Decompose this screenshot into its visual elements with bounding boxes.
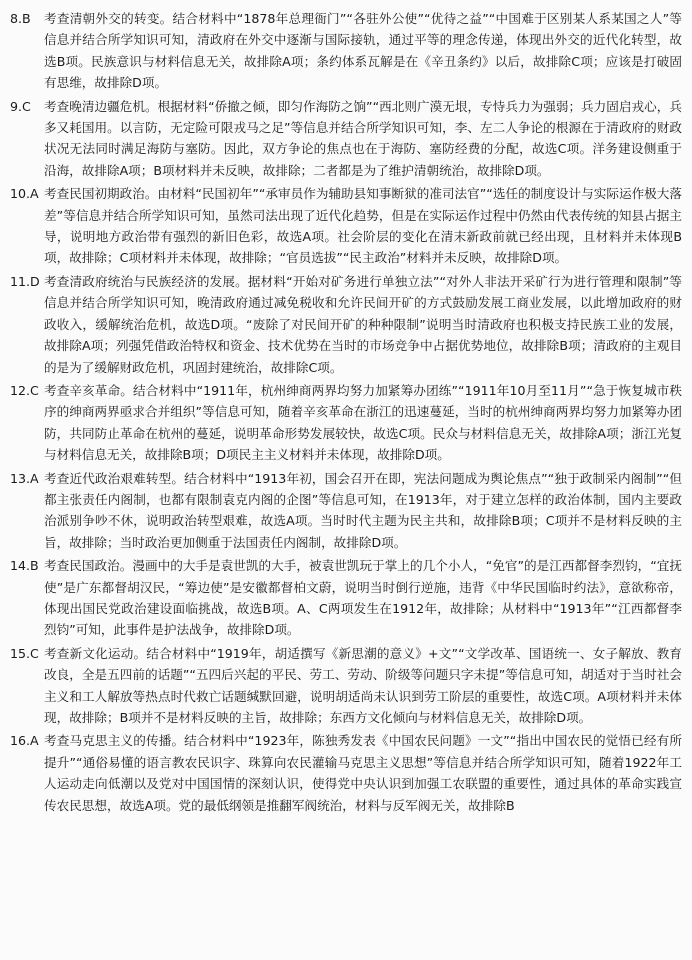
- item-explanation: 考查近代政治艰难转型。结合材料中“1913年初，国会召开在即，宪法问题成为舆论焦点”“独于政制采内阁制”“但都主张责任内阁制，也都有限制袁克内阁的企图”等信息可知，在1913年，对于建立怎样的政治体制，国内主要政治派别争吵不休，说明政治转型艰难，故选A项。当时时代主题为民主共和，故排除B项；C项并不是材料反映的主旨，故排除；当时政治更加侧重于法国责任内阁制，故排除D项。: [44, 470, 682, 550]
- answer-item-12: [10, 380, 682, 466]
- item-explanation: 考查辛亥革命。结合材料中“1911年，杭州绅商两界均努力加紧筹办团练”“1911年10月至11月”“急于恢复城市秩序的绅商两界亟求合并组织”等信息可知，随着辛亥革命在浙江的迅速蔓延，当时的杭州绅商两界均努力加紧筹办团防，共同防止革命在杭州的蔓延，说明革命形势发展较快，故选C项。民众与材料信息无关，故排除A项；浙江光复与材料信息无关，故排除B项；D项民主主义材料并未体现，故排除D项。: [44, 382, 682, 463]
- item-number: 11.D: [10, 273, 40, 289]
- item-explanation: 考查民国政治。漫画中的大手是袁世凯的大手，被袁世凯玩于掌上的几个小人，“免官”的是江西都督李烈钧，“宜抚使”是广东都督胡汉民，“筹边使”是安徽都督柏文蔚，说明当时倒行逆施，违背《中华民国临时约法》，意欲称帝，体现出国民党政治建设面临挑战，故选B项。A、C两项发生在1912年，故排除；从材料中“1913年”“江西都督李烈钧”可知，此事件是护法战争，故排除D项。: [44, 558, 682, 638]
- item-number: 10.A: [10, 186, 39, 202]
- item-number: 14.B: [10, 558, 39, 574]
- answer-item-14: [10, 555, 682, 641]
- item-explanation: 考查晚清边疆危机。根据材料“侨撤之倾，即匀作海防之饷”“西北则广漠无垠，专恃兵力为强弱；兵力固启戎心，兵多又耗国用。以言防，无定险可限戎马之足”等信息并结合所学知识可知，李、左二人争论的根源在于清政府的财政状况无法同时满足海防与塞防。因此，双方争论的焦点也在于海防、塞防经费的分配，故选C项。洋务建设侧重于沿海，故排除A项；B项材料并未反映，故排除；二者都是为了维护清朝统治，故排除D项。: [44, 98, 682, 178]
- answer-item-8: [10, 8, 682, 94]
- item-number: 8.B: [10, 11, 31, 26]
- answer-item-16: [10, 730, 682, 816]
- answer-item-10: [10, 183, 682, 269]
- answer-item-11: [10, 271, 682, 378]
- item-explanation: 考查马克思主义的传播。结合材料中“1923年，陈独秀发表《中国农民问题》一文”“指出中国农民的觉悟已经有所提升”“通俗易懂的语言教农民识字、珠算向农民灌输马克思主义思想”等信息并结合所学知识可知，随着1922年工人运动走向低潮以及党对中国国情的深刻认识，使得党中央认识到加强工农联盟的重要性，通过具体的革命实践宣传农民思想，故选A项。党的最低纲领是推翻军阀统治，材料与反军阀无关，故排除B: [44, 733, 682, 813]
- item-explanation: 考查清朝外交的转变。结合材料中“1878年总理衙门”“各驻外公使”“优待之益”“中国难于区别某人系某国之人”等信息并结合所学知识可知，清政府在外交中逐渐与国际接轨，通过平等的理念传递，体现出外交的近代化转型，故选B项。民族意识与材料信息无关，故排除A项；条约体系瓦解是在《辛丑条约》以后，故排除C项；应该是打破固有思维，故排除D项。: [44, 11, 682, 91]
- item-number: 12.C: [10, 382, 39, 398]
- item-number: 16.A: [10, 733, 39, 749]
- item-number: 9.C: [10, 98, 31, 114]
- item-number: 13.A: [10, 470, 39, 486]
- item-explanation: 考查新文化运动。结合材料中“1919年，胡适撰写《新思潮的意义》+文”“文学改革、国语统一、女子解放、教育改良，全是五四前的话题”“五四后兴起的平民、劳工、劳动、阶级等问题只字未提”等信息可知，胡适对于当时社会主义和工人解放等热点时代救亡话题缄默回避，说明胡适尚未认识到劳工阶层的重要性，故选C项。A项材料并未体现，故排除；B项并不是材料反映的主旨，故排除；东西方文化倾向与材料信息无关，故排除D项。: [44, 645, 682, 725]
- answer-item-9: [10, 96, 682, 182]
- item-explanation: 考查清政府统治与民族经济的发展。据材料“开始对矿务进行单独立法”“对外人非法开采矿行为进行管理和限制”等信息并结合所学知识可知，晚清政府通过减免税收和允许民间开矿的方式鼓励发展工商业发展，以此增加政府的财政收入，缓解统治危机，故选D项。“废除了对民间开矿的种种限制”说明当时清政府也积极支持民族工业的发展，故排除A项；列强凭借政治特权和资金、技术优势在当时的市场竞争中占据优势地位，故排除B项；清政府的主观目的是为了缓解财政危机，巩固封建统治，故排除C项。: [44, 273, 682, 375]
- item-explanation: 考查民国初期政治。由材料“民国初年”“承审员作为辅助县知事断狱的准司法官”“选任的制度设计与实际运作极大落差”等信息并结合所学知识可知，虽然司法出现了近代化趋势，但是在实际运作过程中仍然由代表传统的知县占据主导，说明地方政治带有强烈的新旧色彩，故选A项。社会阶层的变化在清末新政前就已经出现，且材料并未体现B项，故排除；C项材料并未体现，故排除；“官员选拔”“民主政治”材料并未反映，故排除D项。: [44, 186, 682, 266]
- item-number: 15.C: [10, 645, 39, 661]
- answer-item-13: [10, 468, 682, 554]
- answer-item-15: [10, 643, 682, 729]
